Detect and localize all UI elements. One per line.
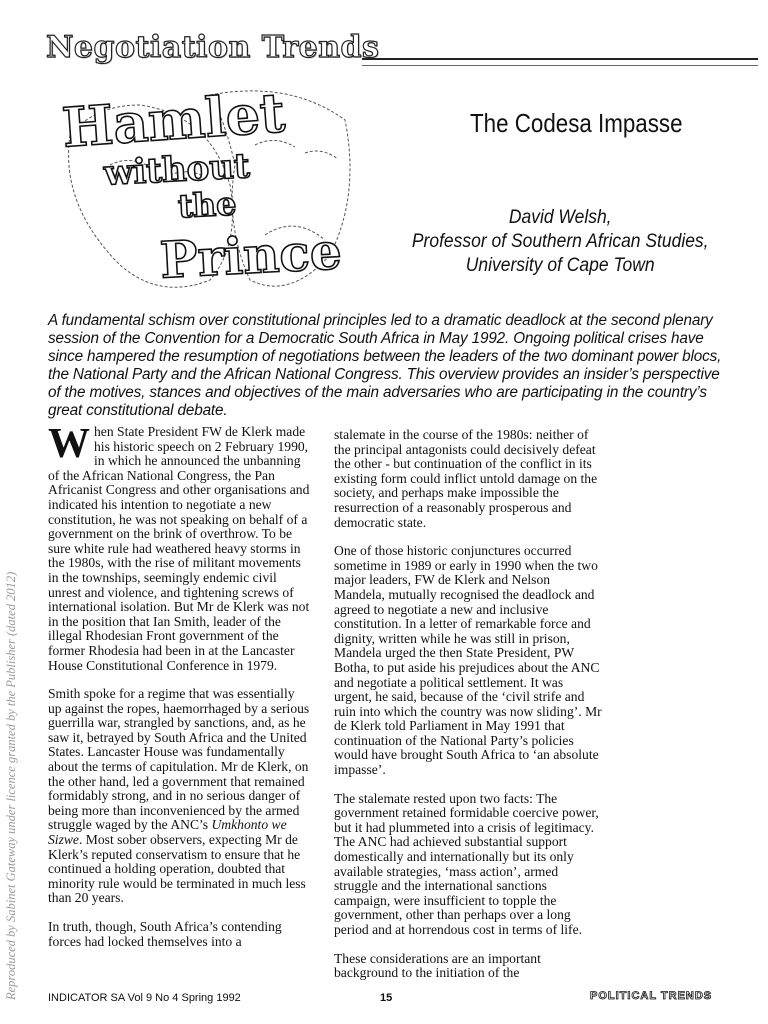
author-role: Professor of Southern African Studies, xyxy=(411,231,709,252)
drop-cap: W xyxy=(48,421,90,467)
body-column-right xyxy=(334,428,602,995)
italic-term: Umkhonto we Sizwe xyxy=(48,817,287,848)
body-column-left xyxy=(48,421,310,963)
section-title: Negotiation Trends xyxy=(46,30,380,65)
page-number: 15 xyxy=(380,992,393,1004)
art-title-without: without xyxy=(103,146,251,194)
paragraph-text: Smith spoke for a regime that was essentially up against the ropes, haemorrhaged by a serious guerrilla war, strangled by sanctions, and, as he saw it, betrayed by South Africa and the United States. Lancaster House was fundamentally about the terms of capitulation. Mr de Klerk, on the other hand, led a government that remained formidably strong, and in no serious danger of being more than inconvenienced by the armed struggle waged by the ANC’s xyxy=(48,686,310,833)
art-title-prince: Prince xyxy=(158,221,343,290)
body-paragraph xyxy=(48,421,310,673)
paragraph-text: hen State President FW de Klerk made his historic speech on 2 February 1990, in which he announced the unbanning of the African National Congress, the Pan Africanist Congress and other organisations and indicated his intention to negotiate a new constitution, he was not speaking on behalf of a government on the brink of overthrow. To be sure white rule had weathered heavy storms in the 1980s, with the rise of militant movements in the townships, seemingly endemic civil unrest and violence, and tightening screws of international isolation. But Mr de Klerk was not in the position that Ian Smith, leader of the illegal Rhodesian Front government of the former Rhodesia had been in at the Lancaster House Constitutional Conference in 1979. xyxy=(48,424,310,673)
author-name: David Welsh, xyxy=(508,207,612,228)
author-affiliation: University of Cape Town xyxy=(465,255,655,276)
body-paragraph: One of those historic conjunctures occurred sometime in 1989 or early in 1990 when the two major leaders, FW de Klerk and Nelson Mandela, mutually recognised the deadlock and agreed to negotiate a new and inclusive constitution. In a letter of remarkable force and dignity, written while he was still in prison, Mandela urged the then State President, PW Botha, to put aside his prejudices about the ANC and negotiate a political settlement. It was urgent, he said, because of the ‘civil strife and ruin into which the country was now sliding’. Mr de Klerk told Parliament in May 1991 that continuation of the National Party’s policies would have brought South Africa to ‘an absolute impasse’. xyxy=(334,543,602,778)
article-title: The Codesa Impasse xyxy=(470,108,683,138)
body-paragraph xyxy=(48,687,310,906)
body-paragraph: stalemate in the course of the 1980s: neither of the principal antagonists could decisively defeat the other - but continuation of the conflict in its existing form could inflict untold damage on the society, and perhaps make impossible the resurrection of a reasonably prosperous and democratic state. xyxy=(334,427,598,530)
side-credit: Reproduced by Sabinet Gateway under licence granted by the Publisher (dated 2012) xyxy=(4,571,18,1000)
art-title-the: the xyxy=(177,184,238,226)
body-paragraph: The stalemate rested upon two facts: The government retained formidable coercive power, but it had plummeted into a crisis of legitimacy. The ANC had achieved substantial support domestically and internationally but its only available strategies, ‘mass action’, armed struggle and the international sanctions campaign, were insufficient to topple the government, other than perhaps over a long period and at horrendous cost in terms of life. xyxy=(334,790,599,937)
lead-paragraph: A fundamental schism over constitutional principles led to a dramatic deadlock at the second plenary session of the Convention for a Democratic South Africa in May 1992. Ongoing political crises have since hampered the resumption of negotiations between the leaders of the two dominant power blocs, the National Party and the African National Congress. This overview provides an insider’s perspective of the motives, stances and objectives of the main adversaries who are participating in the country’s great constitutional debate. xyxy=(48,312,722,419)
header-rule xyxy=(362,58,758,66)
body-paragraph: These considerations are an important background to the initiation of the xyxy=(334,950,541,981)
author-block xyxy=(408,206,712,278)
art-title-hamlet: Hamlet xyxy=(60,80,287,160)
paragraph-text: . Most sober observers, expecting Mr de Klerk’s reputed conservatism to ensure that he continued a holding operation, doubted that minority rule would be terminated in much less than 20 years. xyxy=(48,832,306,906)
body-paragraph: In truth, though, South Africa’s contending forces had locked themselves into a xyxy=(48,919,282,949)
footer-publication: INDICATOR SA Vol 9 No 4 Spring 1992 xyxy=(48,992,241,1004)
footer-section: POLITICAL TRENDS xyxy=(590,990,713,1002)
